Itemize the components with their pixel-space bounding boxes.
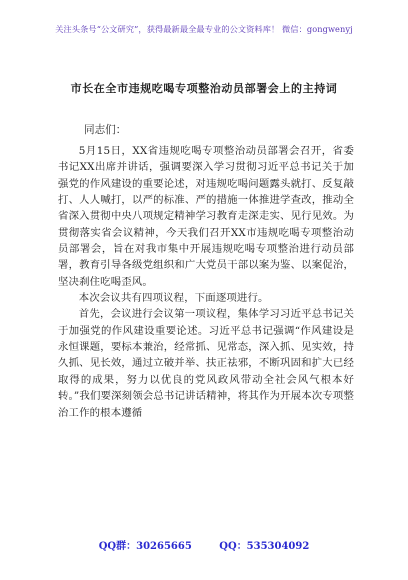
document-body xyxy=(58,143,354,421)
header-note: 关注头条号“公文研究”，获得最新最全最专业的公文资料库！ 微信：gongwenyj xyxy=(55,24,353,34)
paragraph: 5月15日，XX省违规吃喝专项整治动员部署会召开，省委书记XX出席并讲话，强调要深入学习贯彻习近平总书记关于加强党的作风建设的重要论述，对违规吃喝问题露头就打、反复敲打、人人喊打，以严的标准、严的措施一体推进学查改，推动全省深入贯彻中央八项规定精神学习教育走深走实、见行见效。为贯彻落实省会议精神，今天我们召开XX市违规吃喝专项整治动员部署会，旨在对我市集中开展违规吃喝专项整治进行动员部署，教育引导各级党组织和广大党员干部以案为鉴、以案促治，坚决刹住吃喝歪风。 xyxy=(58,145,354,288)
footer-qq-group: QQ群：30265665 xyxy=(98,541,192,552)
paragraph: 首先，会议进行会议第一项议程，集体学习习近平总书记关于加强党的作风建设重要论述。习近平总书记强调“作风建设是永恒课题，要标本兼治，经常抓、见常态，深入抓、见实效，持久抓、见长效，通过立破并举、扶正祛邪，不断巩固和扩大已经取得的成果，努力以优良的党风政风带动全社会风气根本好转。”我们要深刻领会总书记讲话精神，将其作为开展本次专项整治工作的根本遵循 xyxy=(58,308,354,419)
document-title: 市长在全市违规吃喝专项整治动员部署会上的主持词 xyxy=(70,82,338,95)
paragraph: 本次会议共有四项议程，下面逐项进行。 xyxy=(78,292,269,305)
footer-qq: QQ：535304092 xyxy=(219,541,310,552)
salutation: 同志们： xyxy=(84,124,127,136)
footer-contact xyxy=(0,537,408,552)
